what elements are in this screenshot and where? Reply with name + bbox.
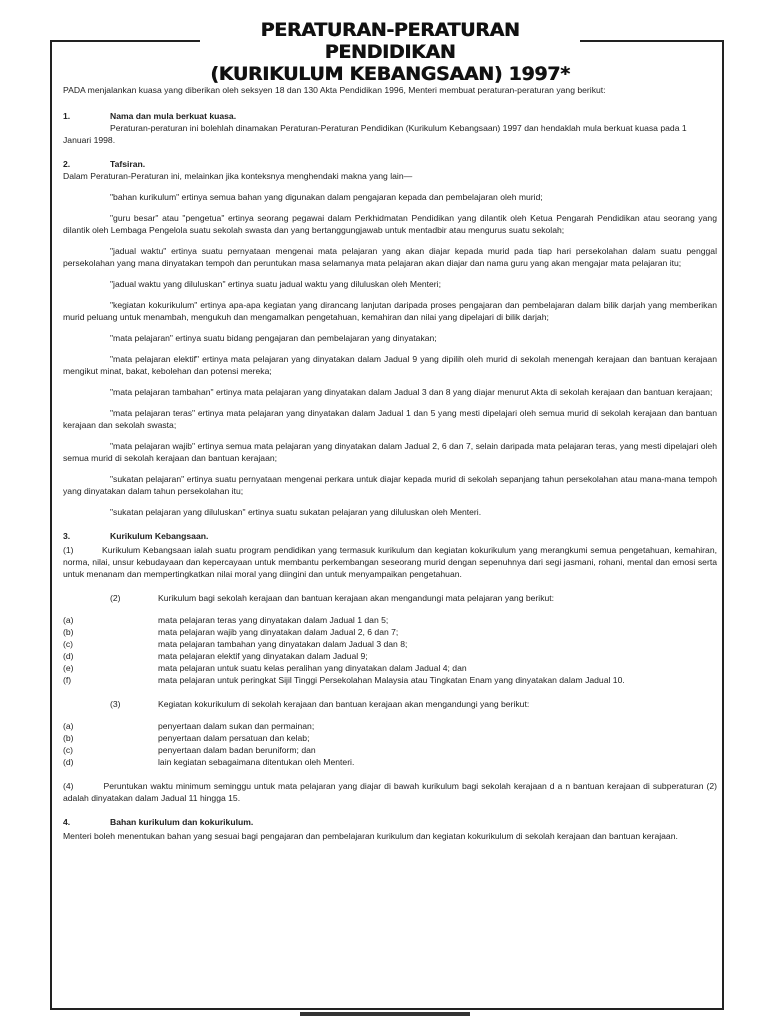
subsection-text: Peruntukan waktu minimum seminggu untuk mata pelajaran yang diajar di bawah kurikulum bagi sekolah kerajaan d a n bantuan kerajaan di subperaturan (2) adalah dinyatakan dalam Jadual 11 hingga 15. [63,781,717,803]
section-heading: Tafsiran. [110,159,146,169]
list-item: (e) mata pelajaran untuk suatu kelas peralihan yang dinyatakan dalam Jadual 4; dan [63,663,467,673]
list-item: (f) mata pelajaran untuk peringkat Sijil Tinggi Persekolahan Malaysia atau Tingkatan Enam yang dinyatakan dalam Jadual 10. [63,675,625,685]
definition-paragraph: "sukatan pelajaran yang diluluskan" ertinya suatu sukatan pelajaran yang diluluskan oleh Menteri. [110,507,482,517]
title-line-2: (KURIKULUM KEBANGSAAN) 1997* [210,63,570,85]
section-heading: Kurikulum Kebangsaan. [110,531,209,541]
subsection-2 [63,592,717,604]
subsection-text: Kurikulum Kebangsaan ialah suatu program pendidikan yang termasuk kurikulum dan kegiatan kokurikulum yang merangkumi semua pengetahuan, kemahiran, norma, nilai, unsur kebudayaan dan kepercayaan untuk membantu perkembangan seseorang murid dengan sepenuhnya dari segi jasmani, rohani, mental dan emosi serta untuk menanam dan mempertingkatkan nilai moral yang diingini dan untuk menyampaikan pengetahuan. [63,545,717,579]
list-item: (d) mata pelajaran elektif yang dinyatakan dalam Jadual 9; [63,651,368,661]
definition-paragraph: "mata pelajaran wajib" ertinya semua mata pelajaran yang dinyatakan dalam Jadual 2, 6 dan 7, selain daripada mata pelajaran teras, yang mesti dipelajari oleh semua murid di sekolah kerajaan dan bantuan kerajaan; [63,441,717,463]
list-item: (c) mata pelajaran tambahan yang dinyatakan dalam Jadual 3 dan 8; [63,639,408,649]
section-2 [63,158,717,518]
section-1 [63,110,717,146]
title-line-1: PERATURAN-PERATURAN PENDIDIKAN [260,19,520,63]
section-number: 3. [63,531,71,541]
definition-paragraph: "mata pelajaran elektif" ertinya mata pelajaran yang dinyatakan dalam Jadual 9 yang dipilih oleh murid di sekolah menengah kerajaan dan bantuan kerajaan mengikut minat, bakat, kebolehan dan potensi mereka; [63,354,717,376]
cocurricular-list [63,720,717,768]
section-number: 2. [63,159,71,169]
section-body: Peraturan-peraturan ini bolehlah dinamakan Peraturan-Peraturan Pendidikan (Kurikulum Kebangsaan) 1997 dan hendaklah mula berkuat kuasa pada 1 Januari 1998. [63,123,687,145]
document-body [63,84,717,842]
definition-paragraph: "bahan kurikulum" ertinya semua bahan yang digunakan dalam pengajaran kepada dan pembelajaran oleh murid; [110,192,543,202]
title-box [200,19,580,85]
subsection-number: (1) [63,545,74,555]
definition-paragraph: "mata pelajaran tambahan" ertinya mata pelajaran yang dinyatakan dalam Jadual 3 dan 8 yang diajar menurut Akta di sekolah kerajaan dan bantuan kerajaan; [110,387,713,397]
subsection-4 [63,780,717,804]
definition-paragraph: "mata pelajaran teras" ertinya mata pelajaran yang dinyatakan dalam Jadual 1 dan 5 yang mesti dipelajari oleh semua murid di sekolah kerajaan dan bantuan kerajaan dan sekolah swasta; [63,408,717,430]
section-3 [63,530,717,804]
list-item: (d) lain kegiatan sebagaimana ditentukan oleh Menteri. [63,757,355,767]
section-body: Menteri boleh menentukan bahan yang sesuai bagi pengajaran dan pembelajaran kurikulum dan kegiatan kokurikulum di sekolah kerajaan dan bantuan kerajaan. [63,831,678,841]
subsection-number: (4) [63,781,74,791]
subsection-text: Kegiatan kokurikulum di sekolah kerajaan dan bantuan kerajaan akan mengandungi yang berikut: [158,699,530,709]
subsection-1 [63,544,717,580]
subsection-number: (2) [110,593,121,603]
subsection-number: (3) [110,699,121,709]
subsection-3 [63,698,717,710]
list-item: (a) penyertaan dalam sukan dan permainan; [63,721,315,731]
footer-rule [300,1012,470,1016]
definition-paragraph: "guru besar" atau "pengetua" ertinya seorang pegawai dalam Perkhidmatan Pendidikan yang dilantik oleh Ketua Pengarah Pendidikan atau seorang yang dilantik oleh Lembaga Pengelola suatu sekolah swasta dan yang bertanggungjawab untuk mentadbir atau mengurus suatu sekolah; [63,213,717,235]
list-item: (a) mata pelajaran teras yang dinyatakan dalam Jadual 1 dan 5; [63,615,389,625]
section-4 [63,816,717,842]
definition-paragraph: "sukatan pelajaran" ertinya suatu pernyataan mengenai perkara untuk diajar kepada murid di sekolah sepanjang tahun persekolahan atau mana-mana tempoh yang dinyatakan dalam tahun persekolahan itu; [63,474,717,496]
section-heading: Nama dan mula berkuat kuasa. [110,111,237,121]
subsection-text: Kurikulum bagi sekolah kerajaan dan bantuan kerajaan akan mengandungi mata pelajaran yang berikut: [158,593,555,603]
definition-paragraph: "jadual waktu" ertinya suatu pernyataan mengenai mata pelajaran yang akan diajar kepada murid pada tiap hari persekolahan dalam suatu penggal persekolahan yang mana dinyatakan tempoh dan peruntukan masa selamanya mata pelajaran akan diajar dan nama guru yang akan mengajar mata pelajaran itu; [63,246,717,268]
list-item: (b) mata pelajaran wajib yang dinyatakan dalam Jadual 2, 6 dan 7; [63,627,399,637]
section-heading: Bahan kurikulum dan kokurikulum. [110,817,254,827]
intro-paragraph: PADA menjalankan kuasa yang diberikan oleh seksyen 18 dan 130 Akta Pendidikan 1996, Menteri membuat peraturan-peraturan yang berikut: [63,85,606,95]
section-lead: Dalam Peraturan-Peraturan ini, melainkan jika konteksnya menghendaki makna yang lain— [63,171,413,181]
list-item: (b) penyertaan dalam persatuan dan kelab; [63,733,310,743]
definition-paragraph: "mata pelajaran" ertinya suatu bidang pengajaran dan pembelajaran yang dinyatakan; [110,333,437,343]
document-title [200,19,580,85]
section-number: 4. [63,817,71,827]
list-item: (c) penyertaan dalam badan beruniform; dan [63,745,316,755]
definition-paragraph: "kegiatan kokurikulum" ertinya apa-apa kegiatan yang dirancang lanjutan daripada proses pengajaran dan pembelajaran dalam bilik darjah yang memberikan murid peluang untuk menambah, mengukuh dan mengamalkan pengetahuan, kemahiran dan nilai yang dipelajari di bilik darjah; [63,300,717,322]
section-number: 1. [63,111,71,121]
subject-list [63,614,717,686]
definition-paragraph: "jadual waktu yang diluluskan" ertinya suatu jadual waktu yang diluluskan oleh Menteri; [110,279,441,289]
